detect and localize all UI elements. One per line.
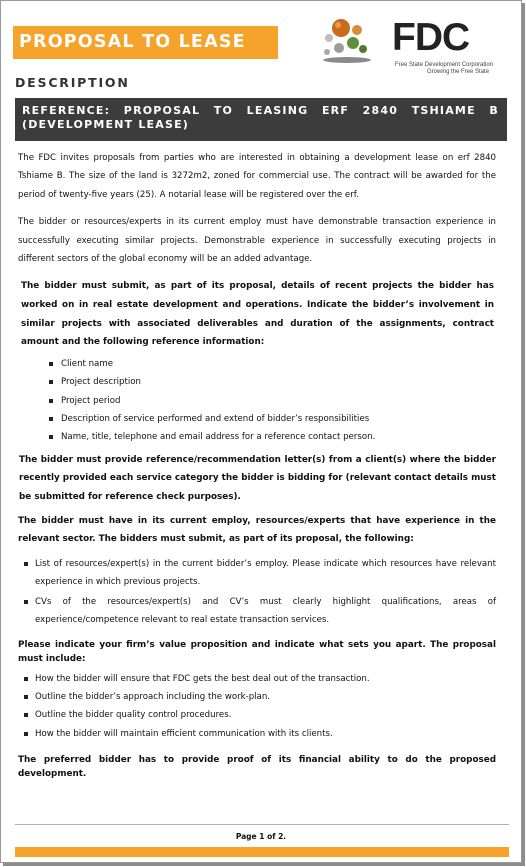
list-item: Name, title, telephone and email address for a reference contact person. — [61, 428, 496, 446]
list-item: How the bidder will maintain efficient communication with its clients. — [35, 725, 496, 743]
value-proposition-paragraph: Please indicate your firm’s value proposition and indicate what sets you apart. The proposal must include: — [18, 639, 496, 664]
list-item: List of resources/expert(s) in the current bidder’s employ. Please indicate which resources have relevant experience in which previous projects. — [35, 555, 496, 592]
reference-bar: REFERENCE: PROPOSAL TO LEASING ERF 2840 TSHIAME B (DEVELOPMENT LEASE) — [15, 98, 507, 141]
list-item: Outline the bidder quality control procedures. — [35, 706, 496, 724]
list-item: Project period — [61, 392, 496, 410]
logo-spheres-icon — [307, 16, 387, 68]
resources-list — [18, 555, 496, 630]
page-number: Page 1 of 2. — [235, 832, 287, 841]
list-item: Client name — [61, 355, 496, 373]
list-item: How the bidder will ensure that FDC gets the best deal out of the transaction. — [35, 670, 496, 688]
experience-paragraph: The bidder or resources/experts in its current employ must have demonstrable transaction experience in successfully executing similar projects. Demonstrable experience in successfully executing projects in different sectors of the global economy will be an added advantage. — [18, 217, 496, 265]
intro-paragraph: The FDC invites proposals from parties who are interested in obtaining a development lease on erf 2840 Tshiame B. The size of the land is 3272m2, zoned for commercial use. The contract will be awarded for the period of twenty-five years (25). A notarial lease will be registered over the erf. — [18, 153, 496, 200]
logo-wordmark: FDC — [392, 16, 470, 59]
section-heading: DESCRIPTION — [15, 75, 130, 90]
footer-divider — [15, 824, 509, 825]
list-item: Project description — [61, 373, 496, 391]
reference-letter-paragraph: The bidder must provide reference/recommendation letter(s) from a client(s) where the bidder recently provided each service category the bidder is bidding for (relevant contact details must be submitted for reference check purposes). — [19, 454, 496, 502]
list-item: CVs of the resources/expert(s) and CV’s must clearly highlight qualifications, areas of experience/competence relevant to real estate transaction services. — [35, 593, 496, 630]
list-item: Outline the bidder’s approach including the work-plan. — [35, 688, 496, 706]
footer-accent-bar — [15, 847, 509, 857]
resources-paragraph: The bidder must have in its current employ, resources/experts that have experience in the relevant sector. The bidders must submit, as part of its proposal, the following: — [18, 516, 496, 545]
logo-subtitle: Free State Development Corporation — [395, 62, 494, 68]
reference-info-list — [18, 355, 496, 447]
fdc-logo — [307, 16, 507, 76]
list-item: Description of service performed and extend of bidder’s responsibilities — [61, 410, 496, 428]
financial-ability-paragraph: The preferred bidder has to provide proof of its financial ability to do the proposed development. — [18, 755, 496, 780]
document-body — [18, 149, 496, 781]
proposal-contents-list — [18, 670, 496, 744]
submission-paragraph: The bidder must submit, as part of its proposal, details of recent projects the bidder has worked on in real estate development and operations. Indicate the bidder’s involvement in similar projects with associated deliverables and duration of the assignments, contract amount and the following reference information: — [21, 281, 494, 348]
title-banner: PROPOSAL TO LEASE — [13, 26, 278, 59]
logo-tagline: Growing the Free State — [427, 69, 490, 75]
